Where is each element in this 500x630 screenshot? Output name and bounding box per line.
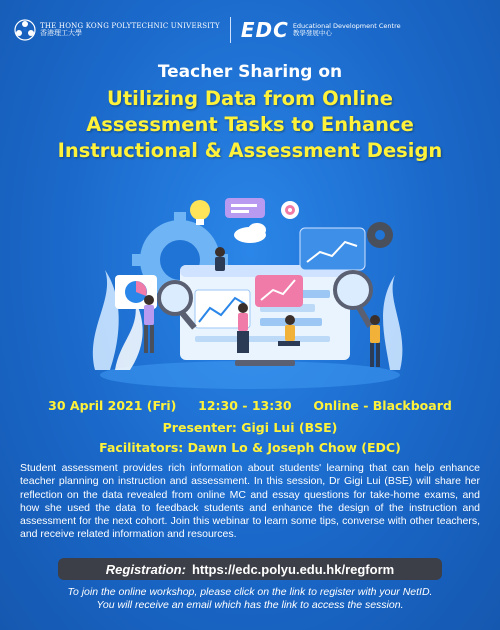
- title-main: [0, 86, 500, 164]
- chat-bubble-icon: [225, 198, 265, 218]
- header-logos: [14, 10, 401, 50]
- description: Student assessment provides rich information about students' learning that can help enhance teacher planning on instruction and assessment. In this session, Dr Gigi Lui (BSE) will share her reflection on the data revealed from online MC and essay questions for take-home exams, and how she used the data to feedback students and enhance the design of the instruction and assessment for the next cohort. Join this webinar to learn some tips, converse with other teachers, and receive related information and resources.: [20, 462, 480, 541]
- title-line-2: Assessment Tasks to Enhance: [86, 113, 414, 136]
- presenter: Presenter: Gigi Lui (BSE): [162, 420, 338, 435]
- registration-label: Registration:: [105, 561, 186, 577]
- header-divider: [230, 17, 231, 43]
- title-line-3: Instructional & Assessment Design: [57, 139, 443, 162]
- event-venue: Online - Blackboard: [313, 398, 452, 413]
- edc-name-en: Educational Development Centre: [292, 21, 401, 30]
- event-time: 12:30 - 13:30: [198, 398, 292, 413]
- edc-abbr: EDC: [240, 18, 289, 42]
- polyu-name-zh: 香港理工大學: [40, 29, 82, 37]
- title-line-1: Utilizing Data from Online: [106, 87, 394, 110]
- edc-logo: [241, 18, 401, 42]
- registration-link[interactable]: https://edc.polyu.edu.hk/regform: [191, 561, 395, 577]
- join-note-line-2: You will receive an email which has the link to access the session.: [96, 599, 404, 611]
- small-gear-icon: [367, 222, 393, 248]
- join-note: [0, 586, 500, 612]
- growth-chart-card: [255, 275, 303, 307]
- facilitators: Facilitators: Dawn Lo & Joseph Chow (EDC): [99, 440, 401, 455]
- polyu-name-en: THE HONG KONG POLYTECHNIC UNIVERSITY: [40, 21, 220, 30]
- cloud-icon: [234, 223, 266, 243]
- target-icon: [281, 201, 299, 219]
- join-note-line-1: To join the online workshop, please click on the link to register with your NetID.: [67, 586, 433, 598]
- edc-name-zh: 教學發展中心: [292, 29, 332, 37]
- polyu-emblem-icon: [14, 19, 36, 41]
- plant-left: [93, 270, 119, 370]
- lightbulb-icon: [190, 200, 210, 225]
- polyu-logo: [14, 19, 220, 41]
- data-analysis-illustration: [85, 180, 415, 390]
- title-prefix: Teacher Sharing on: [157, 62, 343, 82]
- event-date: 30 April 2021 (Fri): [48, 398, 177, 413]
- registration-box: [58, 558, 442, 580]
- line-chart-card: [300, 228, 365, 270]
- event-details: [0, 398, 500, 413]
- plant-right: [383, 275, 402, 370]
